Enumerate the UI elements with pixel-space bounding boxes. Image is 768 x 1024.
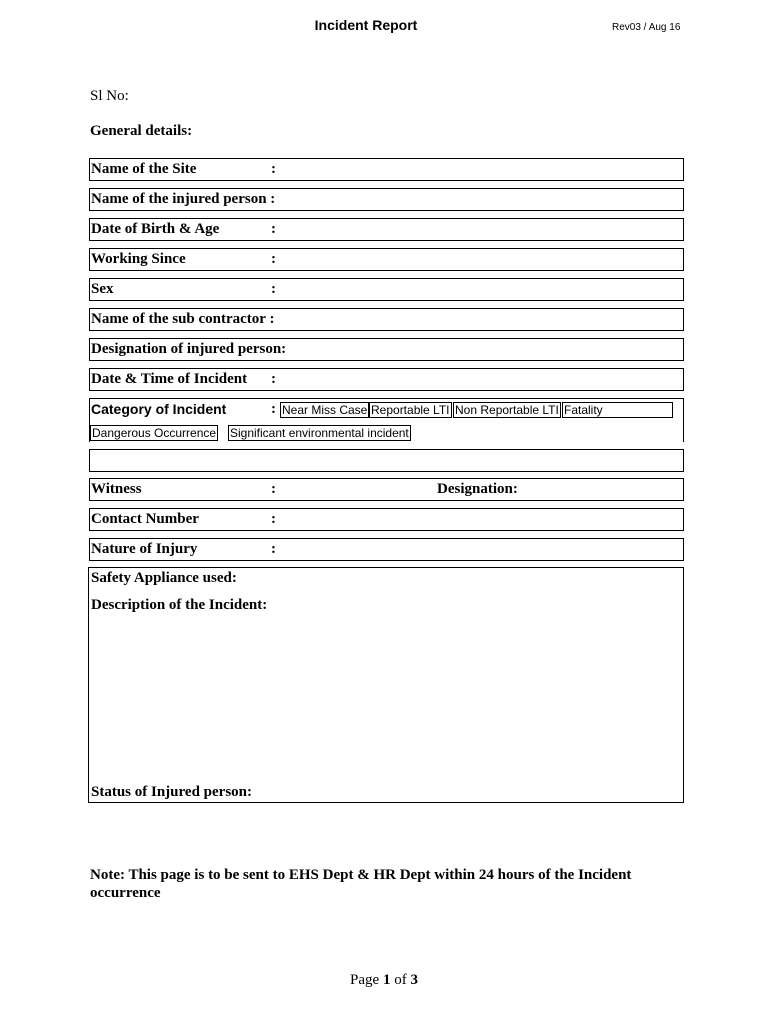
field-label-date-time: Date & Time of Incident: [91, 371, 248, 387]
field-row-designation-injured[interactable]: [89, 338, 684, 361]
field-label-witness-designation: Designation:: [437, 481, 518, 497]
submission-note: Note: This page is to be sent to EHS Dept & HR Dept within 24 hours of the Incident occurrence: [90, 867, 632, 901]
general-details-heading: General details:: [90, 123, 193, 139]
page-current: 1: [382, 972, 391, 988]
field-row-contact[interactable]: [89, 508, 684, 531]
field-colon: :: [271, 251, 276, 267]
category-option-dangerous[interactable]: Dangerous Occurrence: [92, 426, 217, 440]
revision-label: Rev03 / Aug 16: [612, 22, 681, 33]
narrative-box[interactable]: [88, 567, 684, 803]
field-colon: :: [271, 541, 276, 557]
field-row-nature-injury[interactable]: [89, 538, 684, 561]
field-label-site: Name of the Site: [91, 161, 197, 177]
field-colon: :: [271, 481, 276, 497]
field-colon: :: [271, 401, 276, 417]
category-option-non-reportable-lti[interactable]: Non Reportable LTI: [455, 403, 559, 417]
field-row-sub-contractor[interactable]: [89, 308, 684, 331]
field-colon: :: [271, 281, 276, 297]
field-label-sex: Sex: [91, 281, 114, 297]
field-colon: :: [271, 511, 276, 527]
field-colon: :: [271, 161, 276, 177]
document-title: Incident Report: [314, 17, 418, 33]
field-row-working-since[interactable]: [89, 248, 684, 271]
page-prefix: Page: [350, 972, 380, 988]
category-option-reportable-lti[interactable]: Reportable LTI: [371, 403, 450, 417]
field-label-working-since: Working Since: [91, 251, 186, 267]
field-colon: :: [271, 221, 276, 237]
field-row-dob-age[interactable]: [89, 218, 684, 241]
field-label-injured-person: Name of the injured person :: [91, 191, 276, 207]
field-row-sex[interactable]: [89, 278, 684, 301]
field-label-sub-contractor: Name of the sub contractor :: [91, 311, 275, 327]
safety-appliance-label: Safety Appliance used:: [91, 570, 237, 586]
blank-row[interactable]: [89, 449, 684, 472]
field-label-contact: Contact Number: [91, 511, 199, 527]
field-row-injured-person[interactable]: [89, 188, 684, 211]
field-colon: :: [271, 371, 276, 387]
category-label: Category of Incident: [91, 401, 227, 417]
incident-description-label: Description of the Incident:: [91, 597, 268, 613]
sl-no-label: Sl No:: [90, 88, 129, 104]
field-label-witness: Witness: [91, 481, 142, 497]
category-option-near-miss[interactable]: Near Miss Case: [282, 403, 368, 417]
field-label-designation-injured: Designation of injured person:: [91, 341, 287, 357]
page-total: 3: [410, 972, 418, 988]
page-footer: [0, 972, 768, 989]
field-row-date-time[interactable]: [89, 368, 684, 391]
category-option-environmental[interactable]: Significant environmental incident: [230, 426, 409, 440]
page-of: of: [394, 972, 407, 988]
field-row-witness[interactable]: [89, 478, 684, 501]
injured-status-label: Status of Injured person:: [91, 784, 252, 800]
category-block: [89, 398, 684, 442]
field-label-nature-injury: Nature of Injury: [91, 541, 198, 557]
field-row-site[interactable]: [89, 158, 684, 181]
category-option-fatality[interactable]: Fatality: [562, 402, 673, 418]
field-label-dob-age: Date of Birth & Age: [91, 221, 220, 237]
